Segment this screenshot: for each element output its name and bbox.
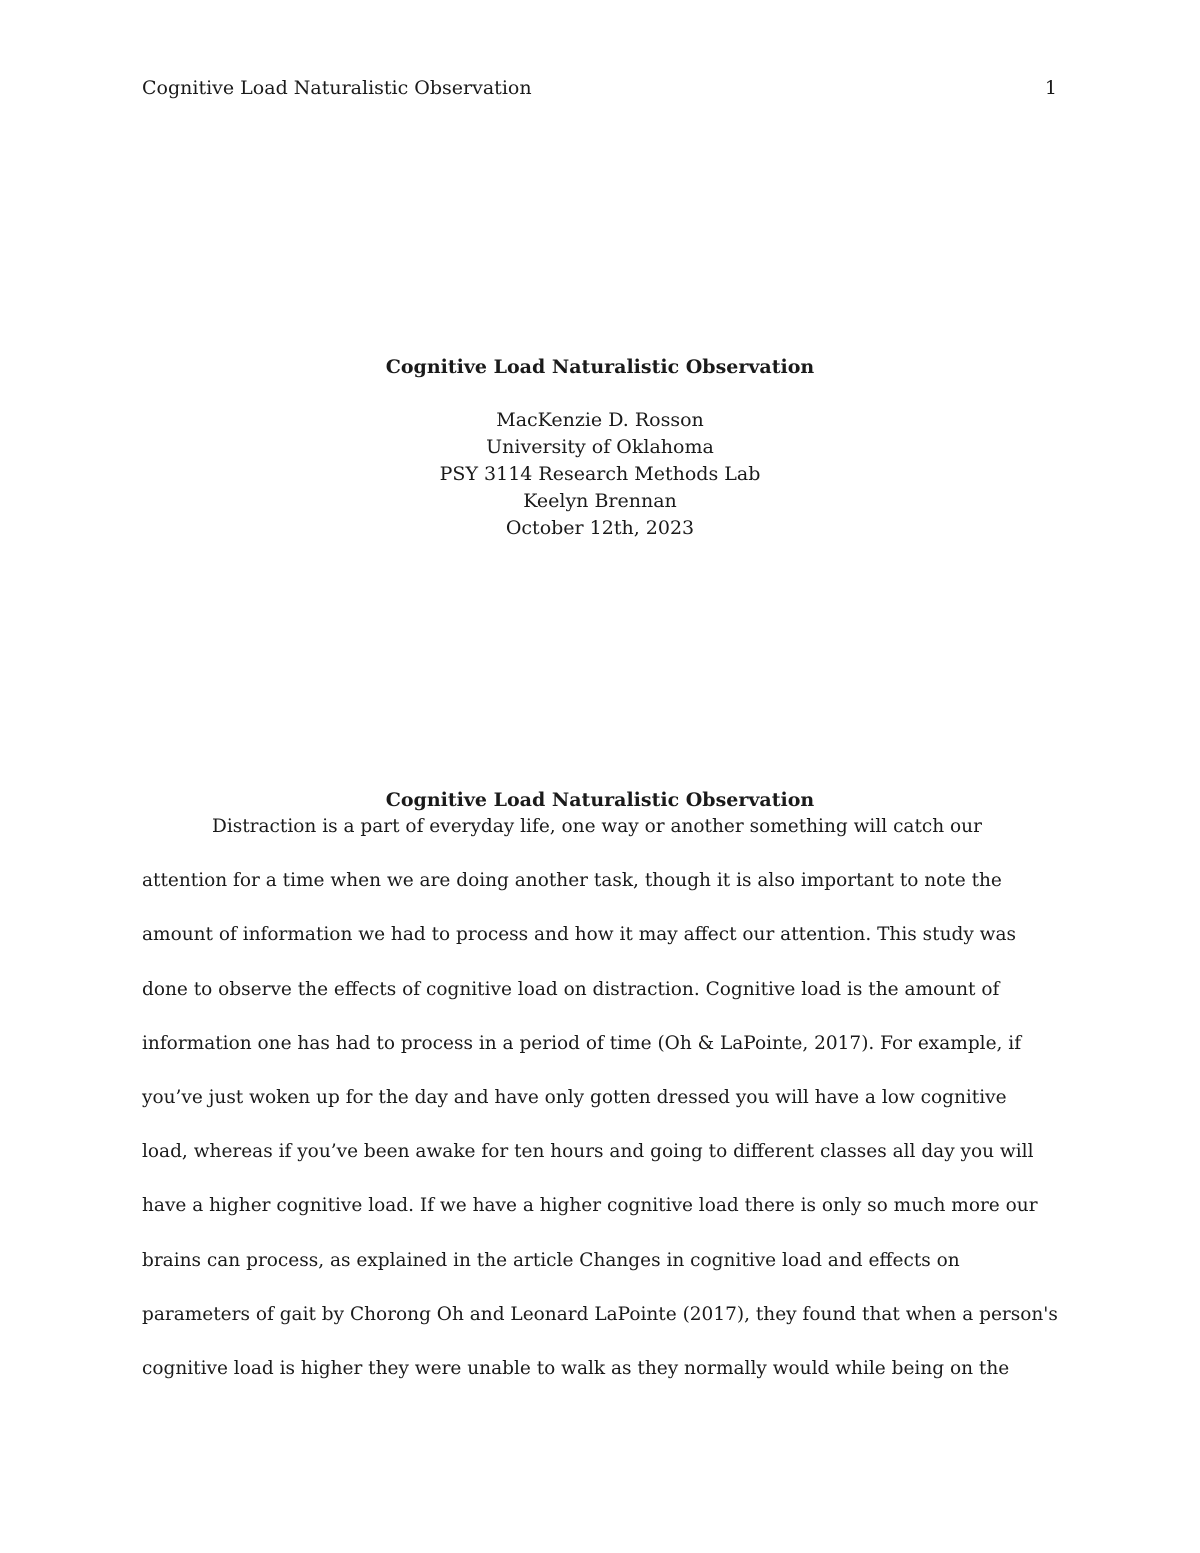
- paragraph-line: amount of information we had to process and how it may affect our attention. This study was: [142, 924, 1017, 946]
- institution: University of Oklahoma: [486, 436, 714, 458]
- paragraph-line: load, whereas if you’ve been awake for ten hours and going to different classes all day you will: [142, 1141, 1034, 1163]
- running-head: [142, 74, 1060, 102]
- paragraph-line: have a higher cognitive load. If we have a higher cognitive load there is only so much more our: [142, 1195, 1038, 1217]
- paper-title: Cognitive Load Naturalistic Observation: [385, 356, 815, 378]
- paragraph-line: attention for a time when we are doing another task, though it is also important to note the: [142, 870, 1002, 892]
- author-name: MacKenzie D. Rosson: [496, 409, 704, 431]
- title-page-block: [0, 353, 1200, 542]
- paragraph-line: parameters of gait by Chorong Oh and Leonard LaPointe (2017), they found that when a person's: [142, 1303, 1058, 1325]
- paragraph-line: brains can process, as explained in the article Changes in cognitive load and effects on: [142, 1249, 960, 1271]
- paragraph-line: information one has had to process in a period of time (Oh & LaPointe, 2017). For example, if: [142, 1032, 1022, 1054]
- page-number: 1: [1044, 77, 1057, 99]
- paragraph-line: you’ve just woken up for the day and have only gotten dressed you will have a low cognitive: [142, 1086, 1007, 1108]
- body-heading: Cognitive Load Naturalistic Observation: [385, 789, 815, 811]
- paragraph-line: Distraction is a part of everyday life, one way or another something will catch our: [212, 816, 982, 837]
- instructor-name: Keelyn Brennan: [523, 490, 677, 512]
- paragraph-line: done to observe the effects of cognitive load on distraction. Cognitive load is the amount of: [142, 978, 1000, 1000]
- submission-date: October 12th, 2023: [505, 517, 695, 539]
- paragraph-line: cognitive load is higher they were unable to walk as they normally would while being on the: [142, 1357, 1010, 1379]
- running-head-title: Cognitive Load Naturalistic Observation: [142, 77, 532, 99]
- body-paragraph: [142, 813, 1062, 1409]
- course-name: PSY 3114 Research Methods Lab: [439, 463, 761, 485]
